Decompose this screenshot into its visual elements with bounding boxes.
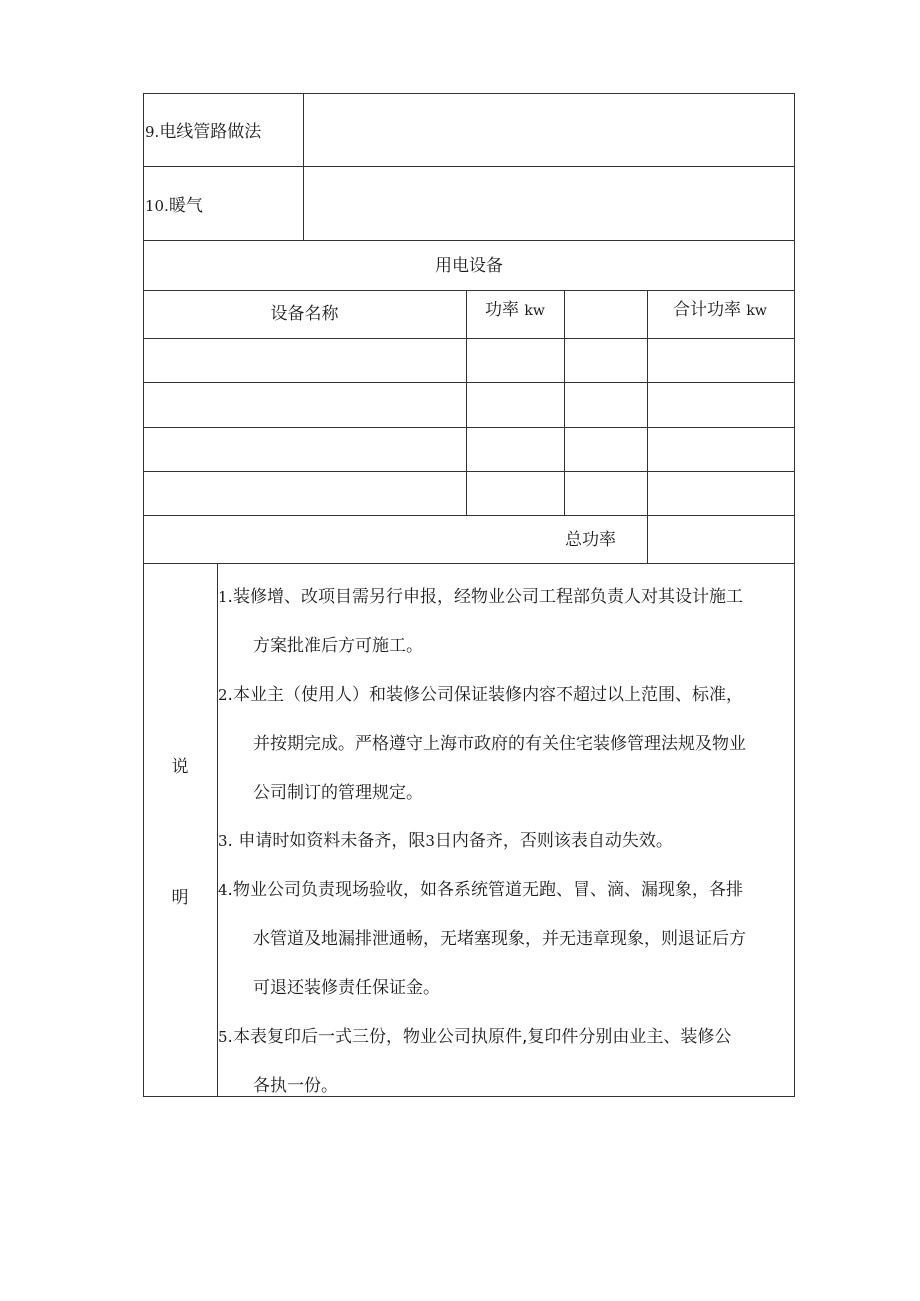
heating-row-number: 10. xyxy=(145,197,169,215)
col-header-power-text: 功率 xyxy=(485,300,519,320)
note-number: 3 xyxy=(218,832,228,850)
wiring-row-number: 9. xyxy=(145,123,160,141)
row-divider xyxy=(143,563,795,564)
col-header-total-power xyxy=(673,300,767,321)
note-item-3 xyxy=(218,831,673,851)
col-divider xyxy=(647,290,648,563)
row-divider xyxy=(143,515,795,516)
note-item-2-cont: 公司制订的管理规定。 xyxy=(253,783,423,803)
col-header-total-unit: kw xyxy=(746,303,767,319)
heating-row-text: 暖气 xyxy=(168,196,203,216)
note-day-count: 3 xyxy=(425,832,435,850)
note-text: 日内备齐，否则该表自动失效。 xyxy=(434,831,673,851)
row-divider xyxy=(143,240,795,241)
col-divider xyxy=(217,563,218,1097)
wiring-row-label xyxy=(145,122,261,142)
note-text: .装修增、改项目需另行申报，经物业公司工程部负责人对其设计施工 xyxy=(227,587,743,607)
total-power-label: 总功率 xyxy=(565,530,616,550)
wiring-row-text: 电线管路做法 xyxy=(159,122,262,142)
note-item-1 xyxy=(218,587,743,607)
col-divider xyxy=(564,290,565,515)
col-header-power xyxy=(485,300,545,321)
note-item-5-cont: 各执一份。 xyxy=(253,1076,338,1096)
heating-row-label xyxy=(145,196,203,216)
col-divider xyxy=(466,290,467,515)
note-text: .本业主（使用人）和装修公司保证装修内容不超过以上范围、标准， xyxy=(227,685,743,705)
note-text: .本表复印后一式三份，物业公司执原件,复印件分别由业主、装修公 xyxy=(227,1027,732,1047)
notes-label-char-1: 说 xyxy=(171,757,189,777)
col-divider xyxy=(303,93,304,240)
col-header-equipment-name: 设备名称 xyxy=(270,304,339,324)
note-item-4-cont: 水管道及地漏排泄通畅，无堵塞现象，并无违章现象，则退证后方 xyxy=(253,929,746,949)
note-item-1-cont: 方案批准后方可施工。 xyxy=(253,636,423,656)
note-number: 5 xyxy=(218,1028,228,1046)
note-text: .物业公司负责现场验收，如各系统管道无跑、冒、滴、漏现象，各排 xyxy=(227,880,743,900)
notes-label-char-2: 明 xyxy=(171,888,189,908)
col-header-power-unit: kw xyxy=(524,303,545,319)
row-divider xyxy=(143,166,795,167)
note-item-4-cont: 可退还装修责任保证金。 xyxy=(253,978,440,998)
note-text: . 申请时如资料未备齐，限 xyxy=(227,831,426,851)
row-divider xyxy=(143,290,795,291)
note-item-2 xyxy=(218,685,743,705)
equipment-section-title: 用电设备 xyxy=(435,256,503,276)
note-number: 1 xyxy=(218,588,228,606)
row-divider xyxy=(143,427,795,428)
note-number: 2 xyxy=(218,686,228,704)
row-divider xyxy=(143,471,795,472)
col-header-total-text: 合计功率 xyxy=(673,300,741,320)
row-divider xyxy=(143,338,795,339)
note-item-5 xyxy=(218,1027,731,1047)
row-divider xyxy=(143,382,795,383)
note-number: 4 xyxy=(218,881,228,899)
note-item-2-cont: 并按期完成。严格遵守上海市政府的有关住宅装修管理法规及物业 xyxy=(253,734,746,754)
note-item-4 xyxy=(218,880,743,900)
